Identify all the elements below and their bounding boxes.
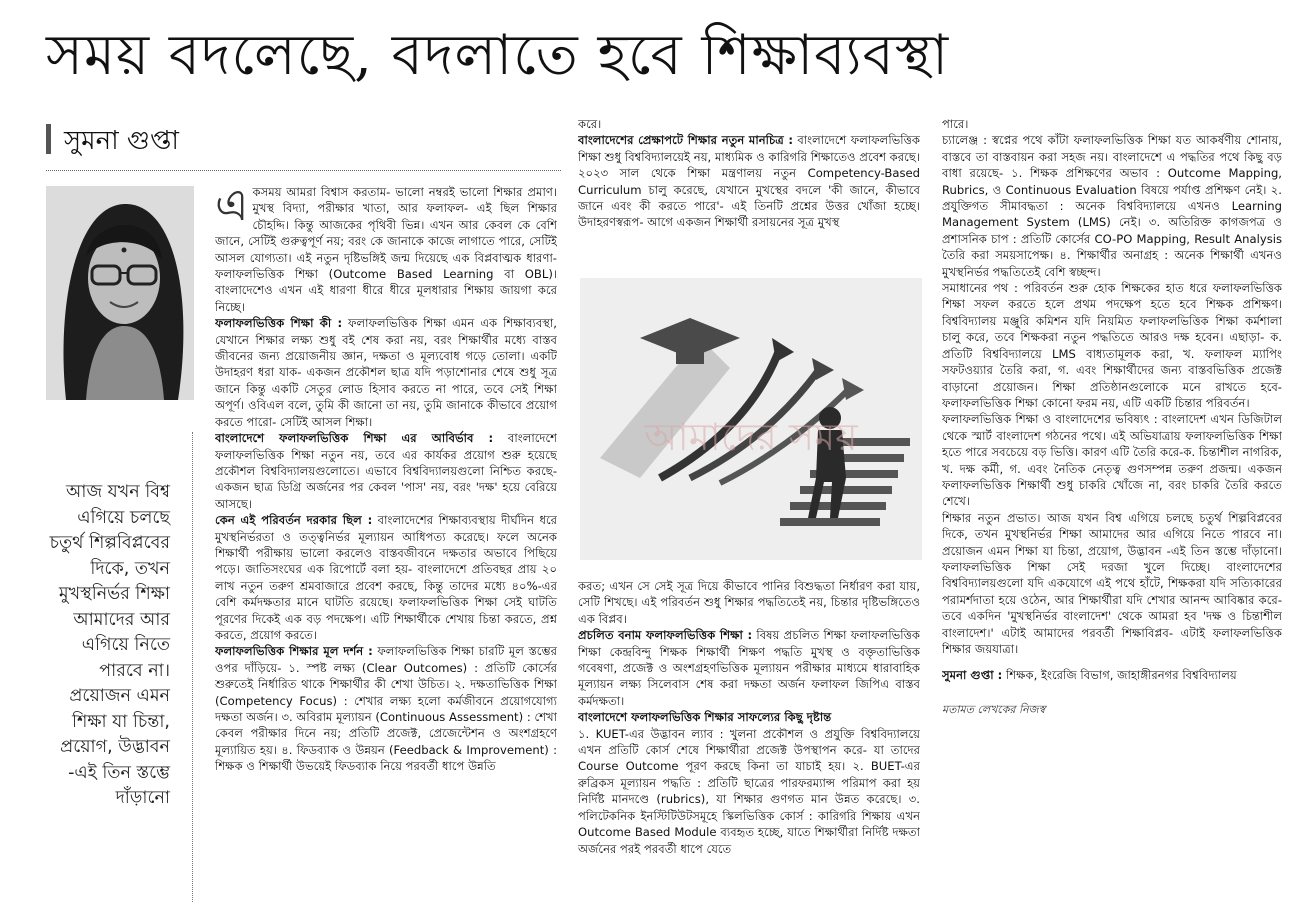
watermark: আমাদের সময়: [644, 415, 858, 459]
byline-divider: [46, 170, 561, 171]
drop-cap: এ: [215, 184, 249, 231]
section-heading: বাংলাদেশে ফলাফলভিত্তিক শিক্ষা এর আবির্ভাব :: [215, 431, 494, 446]
continuation-text: করে।: [578, 117, 602, 131]
article-column-3: [942, 116, 1282, 904]
section-heading: ফলাফলভিত্তিক শিক্ষার মূল দর্শন :: [215, 644, 373, 659]
section-heading: কেন এই পরিবর্তন দরকার ছিল :: [215, 513, 373, 528]
section-paragraph: চ্যালেঞ্জ : স্বপ্নের পথে কাঁটা ফলাফলভিত্তিক শিক্ষা যত আকর্ষণীয় শোনায়, বাস্তবে তা বাস্তবায়ন করা সহজ নয়। বাংলাদেশে এ পদ্ধতির পথে কিছু বড় বাধা রয়েছে- ১. শিক্ষক প্রশিক্ষণের অভাব : Outcome Mapping, Rubrics, ও Continuous Evaluation বিষয়ে পর্যাপ্ত প্রশিক্ষণ নেই। ২. প্রযুক্তিগত সীমাবদ্ধতা : অনেক বিশ্ববিদ্যালয়ে এখনও Learning Management System (LMS) নেই। ৩. অতিরিক্ত কাগজপত্র ও প্রশাসনিক চাপ : প্রতিটি কোর্সের CO-PO Mapping, Result Analysis তৈরি করা সময়সাপেক্ষ। ৪. শিক্ষার্থীর অনাগ্রহ : অনেক শিক্ষার্থী এখনও মুখস্থনির্ভর পদ্ধতিতেই বেশি স্বচ্ছন্দ।: [942, 133, 1282, 279]
section-text: বাংলাদেশের শিক্ষাব্যবস্থায় দীর্ঘদিন ধরে মুখস্থনির্ভরতা ও তত্ত্বনির্ভর মূল্যায়ন আধিপত্য করেছে। ফলে অনেক শিক্ষার্থী পরীক্ষায় ভালো করলেও বাস্তবজীবনে দক্ষতার অভাবে পিছিয়ে পড়ে। জাতিসংঘের এক রিপোর্টে বলা হয়- বাংলাদেশে প্রতিবছর প্রায় ২০ লাখ নতুন তরুণ শ্রমবাজারে প্রবেশ করছে, কিন্তু তাদের মধ্যে ৪০%-এর বেশি কর্মদক্ষতার মানে ঘাটতি রয়েছে। ফলাফলভিত্তিক শিক্ষা সেই ঘাটতি পূরণের দিকেই এক বড় পদক্ষেপ। এটি শিক্ষার্থীকে শেখায় চিন্তা করতে, প্রশ্ন করতে, প্রয়োগ করতে।: [215, 513, 557, 642]
section-paragraph: সমাধানের পথ : পরিবর্তন শুরু হোক শিক্ষকের হাত ধরে ফলাফলভিত্তিক শিক্ষা সফল করতে হলে প্রথম পদক্ষেপ হতে হবে শিক্ষক প্রশিক্ষণ। বিশ্ববিদ্যালয় মঞ্জুরি কমিশন যদি নিয়মিত ফলাফলভিত্তিক শিক্ষা কর্মশালা চালু করে, তবে শিক্ষকরা নতুন পদ্ধতিতে আরও দক্ষ হবেন। এছাড়া- ক. প্রতিটি বিশ্ববিদ্যালয়ে LMS বাধ্যতামূলক করা, খ. ফলাফল ম্যাপিং সফটওয়্যার তৈরি করা, গ. এবং শিক্ষার্থীদের জন্য বাস্তবভিত্তিক প্রজেক্ট বাড়ানো প্রয়োজন। শিক্ষা প্রতিষ্ঠানগুলোকে মনে রাখতে হবে- ফলাফলভিত্তিক শিক্ষা কোনো ফরম নয়, এটি একটি চিন্তার পরিবর্তন।: [942, 281, 1282, 410]
section-paragraph: [578, 132, 920, 230]
section-heading: বাংলাদেশের প্রেক্ষাপটে শিক্ষার নতুন মানচিত্র :: [578, 133, 794, 148]
author-byline: সুমনা গুপ্তা: [64, 126, 179, 156]
article-illustration: [580, 278, 922, 560]
author-photo: [46, 186, 194, 400]
article-headline: সময় বদলেছে, বদলাতে হবে শিক্ষাব্যবস্থা: [46, 23, 950, 88]
section-paragraph: শিক্ষার নতুন প্রভাত। আজ যখন বিশ্ব এগিয়ে চলছে চতুর্থ শিল্পবিপ্লবের দিকে, তখন মুখস্থনির্ভর শিক্ষা আমাদের আর এগিয়ে নিতে পারবে না। প্রয়োজন এমন শিক্ষা যা চিন্তা, প্রয়োগ, উদ্ভাবন -এই তিন স্তম্ভে দাঁড়ানো। ফলাফলভিত্তিক শিক্ষা সেই দরজা খুলে দিচ্ছে। বাংলাদেশের বিশ্ববিদ্যালয়গুলো যদি একযোগে এই পথে হাঁটে, শিক্ষকরা যদি সত্যিকারের পরামর্শদাতা হয়ে ওঠেন, আর শিক্ষার্থীরা যদি শেখার আনন্দ আবিষ্কার করে- তবে একদিন 'মুখস্থনির্ভর বাংলাদেশ' থেকে আমরা হব 'দক্ষ ও চিন্তাশীল বাংলাদেশ।' এটাই আমাদের পরবর্তী শিক্ষাবিপ্লব- এটাই ফলাফলভিত্তিক শিক্ষার জয়যাত্রা।: [942, 510, 1282, 656]
continuation-text: করত; এখন সে সেই সূত্র দিয়ে কীভাবে পানির বিশুদ্ধতা নির্ধারণ করা যায়, সেটি শিখছে। এই পরিবর্তন শুধু শিক্ষার পদ্ধতিতেই নয়, চিন্তার দৃষ্টিভঙ্গিতেও এক বিপ্লব।: [578, 579, 920, 626]
section-paragraph: ফলাফলভিত্তিক শিক্ষা ও বাংলাদেশের ভবিষ্যৎ : বাংলাদেশ এখন ডিজিটাল থেকে স্মার্ট বাংলাদেশ গঠনের পথে। এই অভিযাত্রায় ফলাফলভিত্তিক শিক্ষা হতে পারে সবচেয়ে বড় ভিত্তি। কারণ এটি তৈরি করে-ক. চিন্তাশীল নাগরিক, খ. দক্ষ কর্মী, গ. এবং নৈতিক নেতৃত্ব গুণসম্পন্ন তরুণ প্রজন্ম। একজন ফলাফলভিত্তিক শিক্ষার্থী শুধু চাকরি খোঁজে না, বরং চাকরি তৈরি করতে শেখে।: [942, 412, 1282, 509]
section-heading: ফলাফলভিত্তিক শিক্ষা কী :: [215, 316, 343, 331]
author-note: [942, 667, 1282, 683]
section-paragraph: [215, 512, 557, 643]
section-heading: বাংলাদেশে ফলাফলভিত্তিক শিক্ষার সাফল্যের কিছু দৃষ্টান্ত: [578, 710, 832, 725]
article-column-1: [215, 184, 557, 904]
author-note-name: সুমনা গুপ্তা :: [942, 668, 1003, 683]
section-text: বাংলাদেশে ফলাফলভিত্তিক শিক্ষা শুধু বিশ্ববিদ্যালয়েই নয়, মাধ্যমিক ও কারিগরি শিক্ষাতেও প্রবেশ করছে। ২০২৩ সাল থেকে শিক্ষা মন্ত্রণালয় নতুন Competency-Based Curriculum চালু করেছে, যেখানে মুখস্থের বদলে 'কী জানে, কীভাবে জানে এবং কী করতে পারে'- এই তিনটি প্রশ্নের উত্তর খোঁজা হচ্ছে। উদাহরণস্বরূপ- আগে একজন শিক্ষার্থী রসায়নের সূত্র মুখস্থ: [578, 133, 920, 230]
pull-quote: আজ যখন বিশ্ব এগিয়ে চলছে চতুর্থ শিল্পবিপ্লবের দিকে, তখন মুখস্থনির্ভর শিক্ষা আমাদের আর এগিয়ে নিতে পারবে না। প্রয়োজন এমন শিক্ষা যা চিন্তা, প্রয়োগ, উদ্ভাবন -এই তিন স্তম্ভে দাঁড়ানো: [49, 482, 170, 808]
section-paragraph: ১. KUET-এর উদ্ভাবন ল্যাব : খুলনা প্রকৌশল ও প্রযুক্তি বিশ্ববিদ্যালয়ে এখন প্রতিটি কোর্স শেষে শিক্ষার্থীরা প্রজেক্ট উপস্থাপন করে- যা তাদের Course Outcome পূরণ করছে কিনা তা যাচাই হয়। ২. BUET-এর রুব্রিকস মূল্যায়ন পদ্ধতি : প্রতিটি ছাত্রের পারফরম্যান্স পরিমাপ করা হয় নির্দিষ্ট মানদণ্ডে (rubrics), যা শিক্ষার গুণগত মান উন্নত করেছে। ৩. পলিটেকনিক ইনস্টিটিউটসমূহে স্কিলভিত্তিক কোর্স : কারিগরি শিক্ষায় এখন Outcome Based Module ব্যবহৃত হচ্ছে, যাতে শিক্ষার্থীরা নির্দিষ্ট দক্ষতা অর্জনের পরই পরবর্তী ধাপে যেতে: [578, 726, 920, 856]
section-paragraph: [215, 315, 557, 430]
section-text: ফলাফলভিত্তিক শিক্ষা এমন এক শিক্ষাব্যবস্থা, যেখানে শিক্ষার লক্ষ্য শুধু বই শেষ করা নয়, বরং শিক্ষার্থীর মধ্যে বাস্তব জীবনের জন্য প্রয়োজনীয় জ্ঞান, দক্ষতা ও মূল্যবোধ গড়ে তোলা। একটি উদাহরণ ধরা যাক- একজন প্রকৌশল ছাত্র যদি পড়াশোনার শেষে শুধু সূত্র জানে কিন্তু একটি সেতুর লোড হিসাব করতে না পারে, তবে সেই শিক্ষা অপূর্ণ। ওবিএল বলে, তুমি কী জানো তা নয়, তুমি জানাকে কীভাবে প্রয়োগ করতে পারো- সেটিই আসল শিক্ষা।: [215, 316, 557, 429]
section-paragraph: [578, 627, 920, 709]
pullquote-divider: [192, 432, 193, 902]
article-column-2-bottom: [578, 578, 920, 904]
section-heading-line: [578, 709, 920, 725]
continuation-text: পারে।: [942, 117, 969, 131]
section-heading: প্রচলিত বনাম ফলাফলভিত্তিক শিক্ষা :: [578, 628, 753, 643]
section-paragraph: [215, 430, 557, 512]
section-text: বিষয় প্রচলিত শিক্ষা ফলাফলভিত্তিক শিক্ষা কেন্দ্রবিন্দু শিক্ষক শিক্ষার্থী শিক্ষণ পদ্ধতি মুখস্থ ও বক্তৃতাভিত্তিক গবেষণা, প্রজেক্ট ও অংশগ্রহণভিত্তিক মূল্যায়ন পরীক্ষার মাধ্যমে ধারাবাহিক মূল্যায়ন লক্ষ্য সিলেবাস শেষ করা দক্ষতা অর্জন ফলাফল জিপিএ বাস্তব কর্মদক্ষতা।: [578, 628, 920, 708]
section-text: ফলাফলভিত্তিক শিক্ষা চারটি মূল স্তম্ভের ওপর দাঁড়িয়ে- ১. স্পষ্ট লক্ষ্য (Clear Outcomes) : প্রতিটি কোর্সের শুরুতেই নির্ধারিত থাকে শিক্ষার্থীর কী শেখা উচিত। ২. দক্ষতাভিত্তিক শিক্ষা (Competency Focus) : শেখার লক্ষ্য হলো কর্মজীবনে প্রয়োগযোগ্য দক্ষতা অর্জন। ৩. অবিরাম মূল্যায়ন (Continuous Assessment) : শেখা কেবল পরীক্ষার দিনে নয়; প্রতিটি প্রজেক্ট, প্রেজেন্টেশন ও অংশগ্রহণে মূল্যায়িত হয়। ৪. ফিডব্যাক ও উন্নয়ন (Feedback & Improvement) : শিক্ষক ও শিক্ষার্থী উভয়েই ফিডব্যাক নিয়ে পরবর্তী ধাপে উন্নতি: [215, 644, 557, 774]
intro-paragraph: কসময় আমরা বিশ্বাস করতাম- ভালো নম্বরই ভালো শিক্ষার প্রমাণ। মুখস্থ বিদ্যা, পরীক্ষার খাতা, আর ফলাফল- এই ছিল শিক্ষার চৌহদ্দি। কিন্তু আজকের পৃথিবী ভিন্ন। এখন আর কেবল কে বেশি জানে, সেটিই গুরুত্বপূর্ণ নয়; বরং কে জানাকে কাজে লাগাতে পারে, সেটিই আসল যোগ্যতা। এই নতুন দৃষ্টিভঙ্গিই জন্ম দিয়েছে এক বিপ্লবাত্মক ধারণা-ফলাফলভিত্তিক শিক্ষা (Outcome Based Learning বা OBL)। বাংলাদেশেও এখন এই ধারণা ধীরে ধীরে মূলধারার শিক্ষায় জায়গা করে নিচ্ছে।: [215, 185, 557, 314]
author-note-desc: শিক্ষক, ইংরেজি বিভাগ, জাহাঙ্গীরনগর বিশ্ববিদ্যালয়: [1002, 668, 1237, 683]
section-text: বাংলাদেশে ফলাফলভিত্তিক শিক্ষা নতুন নয়, তবে এর কার্যকর প্রয়োগ শুরু হয়েছে প্রকৌশল বিশ্ববিদ্যালয়গুলোতে। এভাবে বিশ্ববিদ্যালয়গুলো নিশ্চিত করছে- একজন ছাত্র ডিগ্রি অর্জনের পর কেবল 'পাস' নয়, বরং 'দক্ষ' হয়ে বেরিয়ে আসছে।: [215, 431, 557, 511]
byline-marker: [46, 124, 51, 154]
opinion-disclaimer: মতামত লেখকের নিজস্ব: [942, 702, 1046, 716]
article-column-2-top: [578, 116, 920, 259]
section-paragraph: [215, 643, 557, 774]
